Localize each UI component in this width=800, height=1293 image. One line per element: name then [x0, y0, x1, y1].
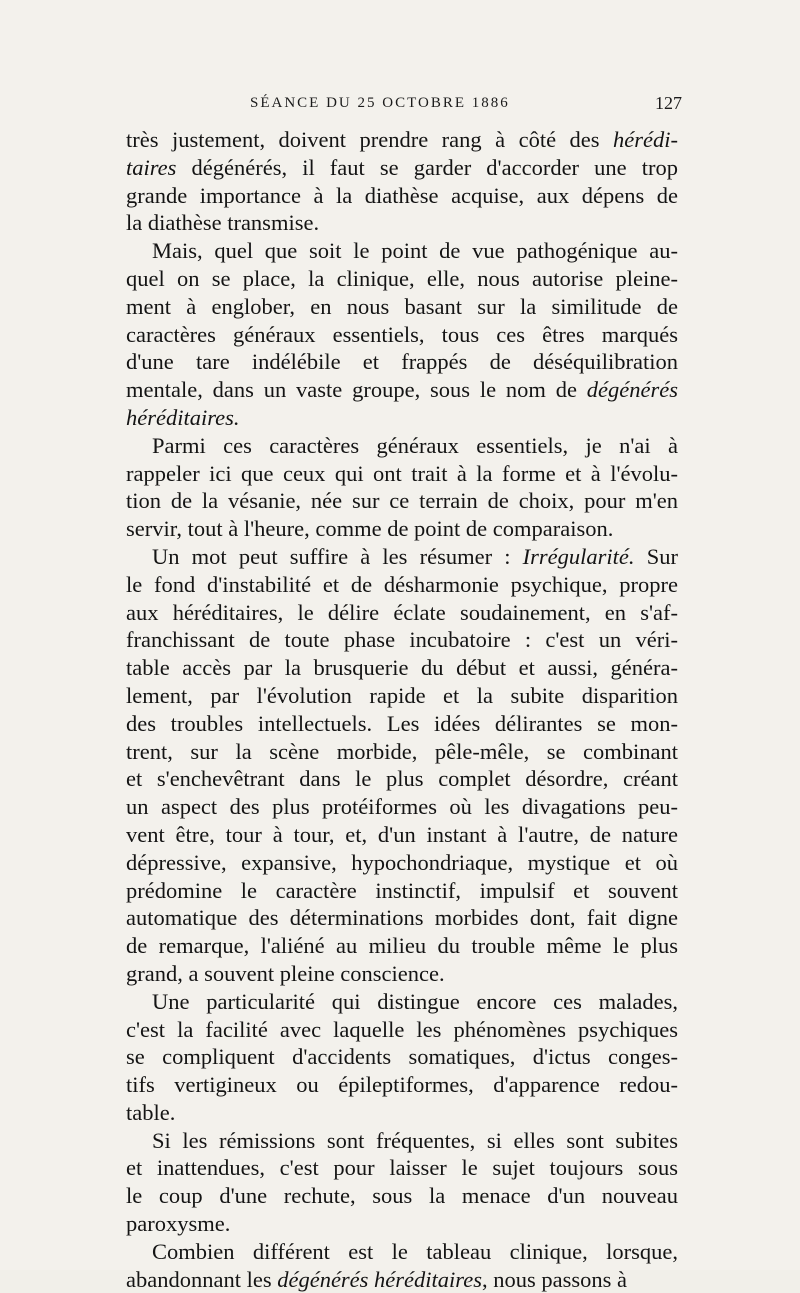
- text-segment: grand, a souvent pleine conscience.: [126, 960, 445, 986]
- text-line: [126, 321, 678, 349]
- text-segment: tifs vertigineux ou épileptiformes, d'apparence redou-: [126, 1072, 678, 1098]
- text-line: [126, 765, 678, 793]
- text-segment: se compliquent d'accidents somatiques, d'ictus conges-: [126, 1044, 678, 1070]
- text-segment: Combien différent est le tableau clinique, lorsque,: [152, 1238, 678, 1264]
- text-segment: un aspect des plus protéiformes où les divagations peu-: [126, 794, 678, 820]
- text-line: [126, 1043, 678, 1071]
- text-line: [126, 293, 678, 321]
- text-segment: table accès par la brusquerie du début et aussi, généra-: [126, 655, 678, 681]
- italic-text: héréditaires.: [126, 404, 240, 430]
- text-segment: ment à englober, en nous basant sur la similitude de: [126, 293, 678, 319]
- text-line: [126, 1016, 678, 1044]
- text-segment: , nous passons à: [481, 1266, 627, 1292]
- text-segment: la diathèse transmise.: [126, 210, 320, 236]
- text-line: [126, 432, 678, 460]
- running-title: SÉANCE DU 25 OCTOBRE 1886: [250, 95, 510, 111]
- text-line: [126, 988, 678, 1016]
- italic-text: dégénérés héréditaires: [277, 1266, 482, 1292]
- text-segment: vent être, tour à tour, et, d'un instant à l'autre, de nature: [126, 821, 678, 847]
- text-line: [126, 460, 678, 488]
- text-segment: mentale, dans un vaste groupe, sous le nom de: [126, 377, 587, 403]
- text-segment: quel on se place, la clinique, elle, nous autorise pleine-: [126, 265, 678, 291]
- text-line: [126, 154, 678, 182]
- text-line: [126, 710, 678, 738]
- text-line: [126, 849, 678, 877]
- page-number: 127: [655, 93, 682, 113]
- text-line: [126, 126, 678, 154]
- text-segment: rappeler ici que ceux qui ont trait à la forme et à l'évolu-: [126, 460, 678, 486]
- text-line: [126, 626, 678, 654]
- text-line: [126, 1071, 678, 1099]
- italic-text: Irrégularité.: [522, 543, 635, 569]
- italic-text: taires: [126, 154, 177, 180]
- text-line: [126, 237, 678, 265]
- text-line: [126, 265, 678, 293]
- text-line: [126, 348, 678, 376]
- text-segment: abandonnant les: [126, 1266, 278, 1292]
- text-line: [126, 599, 678, 627]
- text-line: [126, 904, 678, 932]
- text-segment: des troubles intellectuels. Les idées délirantes se mon-: [126, 710, 678, 736]
- text-segment: aux héréditaires, le délire éclate soudainement, en s'af-: [126, 599, 678, 625]
- italic-text: hérédi-: [613, 127, 678, 152]
- text-segment: le fond d'instabilité et de désharmonie psychique, propre: [126, 571, 678, 597]
- paragraph: [126, 1238, 678, 1293]
- body-text: [126, 126, 678, 1293]
- text-segment: et inattendues, c'est pour laisser le sujet toujours sous: [126, 1155, 678, 1181]
- paragraph: [126, 1127, 678, 1238]
- text-segment: Sur: [634, 543, 678, 569]
- text-line: [126, 404, 678, 432]
- text-segment: lement, par l'évolution rapide et la subite disparition: [126, 682, 678, 708]
- paragraph: [126, 988, 678, 1127]
- text-segment: paroxysme.: [126, 1211, 231, 1237]
- text-line: [126, 515, 678, 543]
- text-segment: d'une tare indélébile et frappés de déséquilibration: [126, 349, 678, 375]
- text-segment: caractères généraux essentiels, tous ces êtres marqués: [126, 321, 678, 347]
- text-segment: prédomine le caractère instinctif, impulsif et souvent: [126, 877, 678, 903]
- text-segment: c'est la facilité avec laquelle les phénomènes psychiques: [126, 1016, 678, 1042]
- text-line: [126, 1210, 678, 1238]
- text-line: [126, 571, 678, 599]
- paragraph: [126, 543, 678, 988]
- text-line: [126, 1127, 678, 1155]
- italic-text: dégénérés: [586, 377, 678, 403]
- text-segment: dépressive, expansive, hypochondriaque, mystique et où: [126, 849, 678, 875]
- text-segment: le coup d'une rechute, sous la menace d'un nouveau: [126, 1183, 678, 1209]
- text-line: [126, 487, 678, 515]
- text-segment: tion de la vésanie, née sur ce terrain de choix, pour m'en: [126, 488, 678, 514]
- text-segment: Parmi ces caractères généraux essentiels, je n'ai à: [152, 432, 678, 458]
- text-line: [126, 682, 678, 710]
- paragraph: [126, 432, 678, 543]
- text-line: [126, 821, 678, 849]
- text-line: [126, 877, 678, 905]
- text-line: [126, 654, 678, 682]
- text-line: [126, 793, 678, 821]
- text-line: [126, 1182, 678, 1210]
- text-line: [126, 1238, 678, 1266]
- paragraph: [126, 126, 678, 237]
- text-line: [126, 738, 678, 766]
- text-segment: Un mot peut suffire à les résumer :: [152, 543, 523, 569]
- text-line: [126, 932, 678, 960]
- text-segment: dégénérés, il faut se garder d'accorder une trop: [176, 154, 678, 180]
- text-segment: et s'enchevêtrant dans le plus complet désordre, créant: [126, 766, 678, 792]
- text-segment: très justement, doivent prendre rang à côté des: [126, 127, 614, 152]
- text-segment: Si les rémissions sont fréquentes, si elles sont subites: [152, 1127, 678, 1153]
- text-segment: franchissant de toute phase incubatoire : c'est un véri-: [126, 627, 678, 653]
- text-line: [126, 1154, 678, 1182]
- text-segment: de remarque, l'aliéné au milieu du trouble même le plus: [126, 933, 678, 959]
- text-segment: automatique des déterminations morbides dont, fait digne: [126, 905, 678, 931]
- text-segment: Une particularité qui distingue encore ces malades,: [152, 988, 678, 1014]
- text-line: [126, 960, 678, 988]
- paragraph: [126, 237, 678, 432]
- text-line: [126, 543, 678, 571]
- page-header: [250, 93, 682, 115]
- text-line: [126, 182, 678, 210]
- text-segment: trent, sur la scène morbide, pêle-mêle, se combinant: [126, 738, 678, 764]
- text-segment: Mais, quel que soit le point de vue pathogénique au-: [152, 238, 678, 264]
- text-segment: grande importance à la diathèse acquise, aux dépens de: [126, 182, 678, 208]
- text-segment: servir, tout à l'heure, comme de point de comparaison.: [126, 516, 614, 542]
- text-line: [126, 209, 678, 237]
- text-segment: table.: [126, 1099, 176, 1125]
- text-line: [126, 376, 678, 404]
- text-line: [126, 1099, 678, 1127]
